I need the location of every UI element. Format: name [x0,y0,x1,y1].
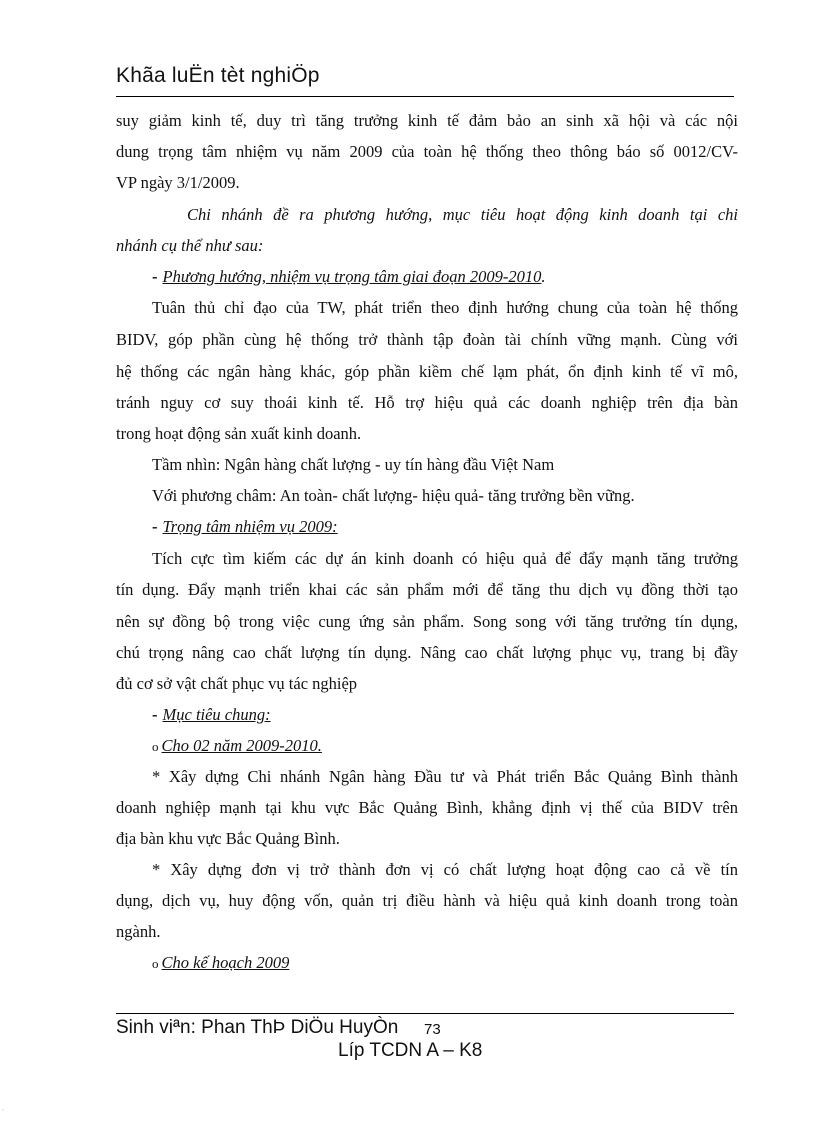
footer-class: Líp TCDN A – K8 [338,1040,483,1061]
paragraph-line: địa bàn khu vực Bắc Quảng Bình. [116,829,340,848]
heading-text: Cho 02 năm 2009-2010. [161,736,322,755]
paragraph-line: dụng, dịch vụ, huy động vốn, quản trị điều hành và hiệu quả kinh doanh trong toàn [116,891,738,910]
footer-student: Sinh viªn: Phan ThÞ DiÖu HuyÒn [116,1017,399,1038]
paragraph-line: VP ngày 3/1/2009. [116,173,240,192]
paragraph-line: Tuân thủ chỉ đạo của TW, phát triển theo định hướng chung của toàn hệ thống [152,298,738,317]
page-header-title: Khãa luËn tèt nghiÖp [116,64,320,87]
paragraph-line: nhánh cụ thể như sau: [116,236,264,255]
header-rule [116,96,734,97]
paragraph-line: ngành. [116,922,161,941]
paragraph-line: hệ thống các ngân hàng khác, góp phần kiềm chế lạm phát, ổn định kinh tế vĩ mô, [116,362,738,381]
subsection-heading [152,953,289,974]
corner-mark: ' [2,1108,4,1116]
paragraph-line: tránh nguy cơ suy thoái kinh tế. Hỗ trợ hiệu quả các doanh nghiệp trên địa bàn [116,393,738,412]
heading-period: . [541,267,546,286]
heading-text: Phương hướng, nhiệm vụ trọng tâm giai đoạn 2009-2010 [162,267,542,286]
paragraph-line: trong hoạt động sản xuất kinh doanh. [116,424,362,443]
dash-bullet: - [152,267,158,286]
dash-bullet: - [152,517,158,536]
paragraph-line: * Xây dựng đơn vị trở thành đơn vị có chất lượng hoạt động cao cả về tín [152,860,738,879]
paragraph-line: * Xây dựng Chi nhánh Ngân hàng Đầu tư và Phát triển Bắc Quảng Bình thành [152,767,738,786]
paragraph-line: đủ cơ sở vật chất phục vụ tác nghiệp [116,674,358,693]
heading-text: Cho kế hoạch 2009 [161,953,290,972]
heading-text: Mục tiêu chung: [162,705,271,724]
circle-bullet: o [152,956,159,971]
heading-text: Trọng tâm nhiệm vụ 2009: [162,517,338,536]
circle-bullet: o [152,739,159,754]
paragraph-line: Tầm nhìn: Ngân hàng chất lượng - uy tín hàng đầu Việt Nam [152,455,555,474]
paragraph-line: dung trọng tâm nhiệm vụ năm 2009 của toàn hệ thống theo thông báo số 0012/CV- [116,142,738,161]
section-heading [152,267,546,287]
section-heading [152,517,338,537]
paragraph-line: nên sự đồng bộ trong việc cung ứng sản phẩm. Song song với tăng trưởng tín dụng, [116,612,738,631]
section-heading [152,705,271,725]
paragraph-line: Với phương châm: An toàn- chất lượng- hiệu quả- tăng trưởng bền vững. [152,486,635,505]
paragraph-line: Chi nhánh đề ra phương hướng, mục tiêu hoạt động kinh doanh tại chi [187,205,738,224]
paragraph-line: suy giảm kinh tế, duy trì tăng trưởng kinh tế đảm bảo an sinh xã hội và các nội [116,111,738,130]
subsection-heading [152,736,322,757]
page-number: 73 [424,1021,441,1038]
footer-rule [116,1013,734,1014]
paragraph-line: Tích cực tìm kiếm các dự án kinh doanh có hiệu quả để đẩy mạnh tăng trưởng [152,549,738,568]
paragraph-line: doanh nghiệp mạnh tại khu vực Bắc Quảng Bình, khẳng định vị thế của BIDV trên [116,798,738,817]
dash-bullet: - [152,705,158,724]
paragraph-line: BIDV, góp phần cùng hệ thống trở thành tập đoàn tài chính vững mạnh. Cùng với [116,330,738,349]
paragraph-line: chú trọng nâng cao chất lượng tín dụng. Nâng cao chất lượng phục vụ, trang bị đầy [116,643,738,662]
paragraph-line: tín dụng. Đẩy mạnh triển khai các sản phẩm mới để tăng thu dịch vụ đồng thời tạo [116,580,738,599]
